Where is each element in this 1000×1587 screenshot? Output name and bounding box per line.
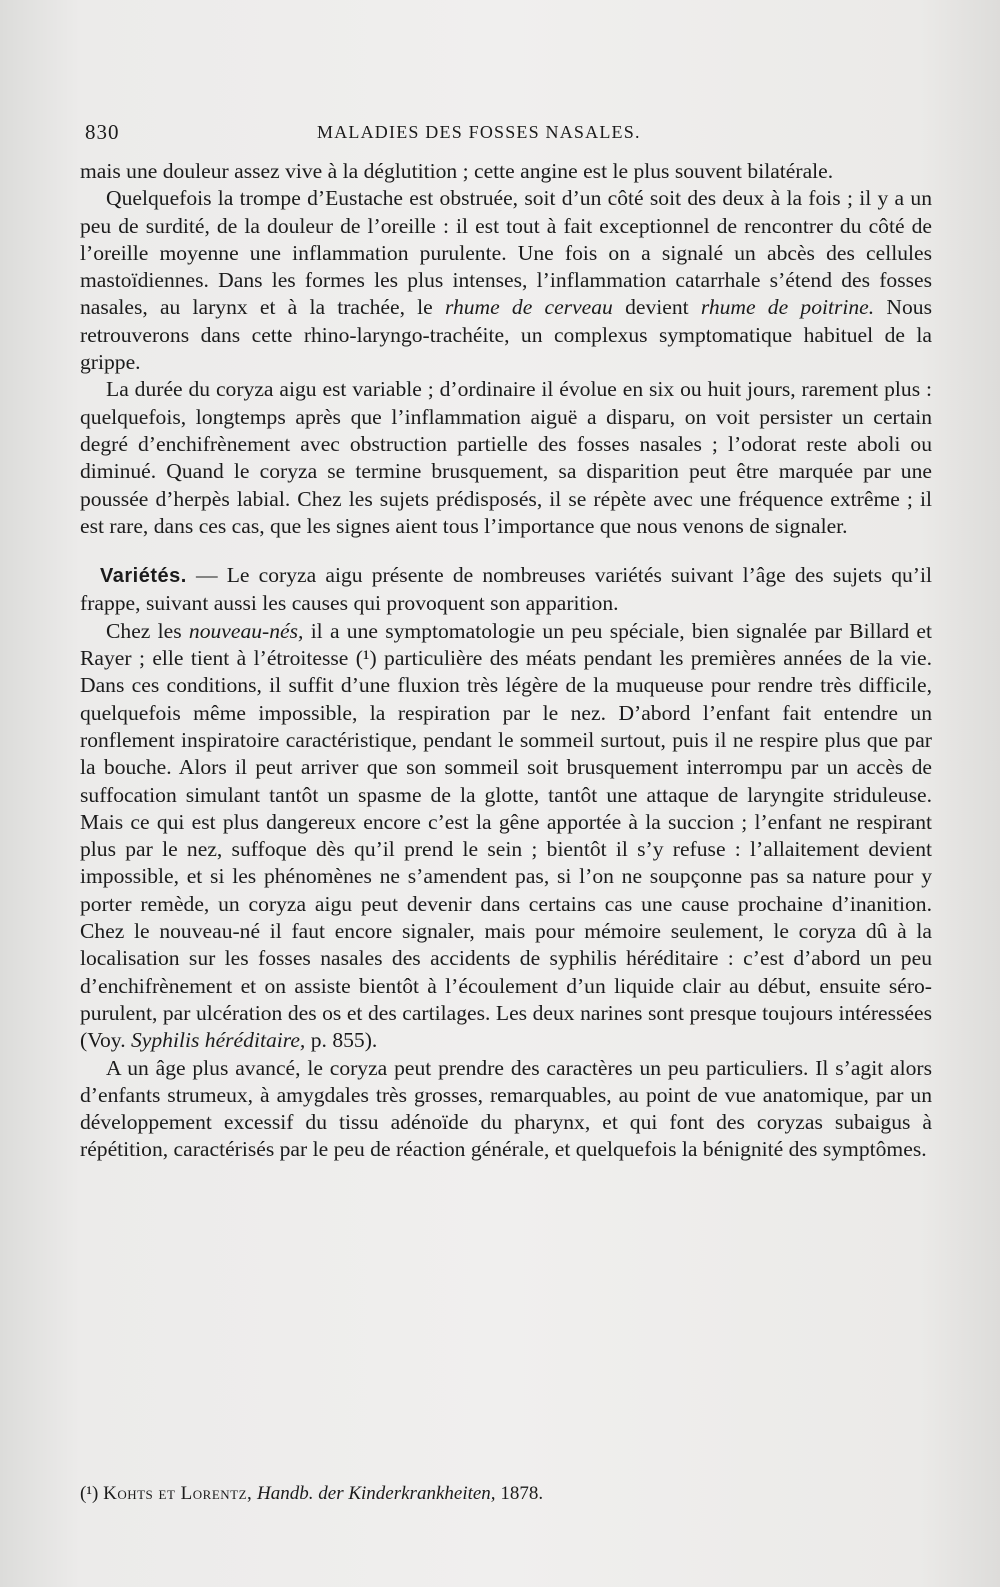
paragraph-varietes: Variétés. — Le coryza aigu présente de nombreuses variétés suivant l’âge des sujets qu’il frappe, suivant aussi les causes qui provoquent son apparition. — [80, 563, 932, 616]
paragraph-5: Chez les nouveau-nés, il a une symptomatologie un peu spéciale, bien signalée par Billard et Rayer ; elle tient à l’étroitesse (¹) particulière des méats pendant les premières années de la vie. Dans ces conditions, il suffit d’une fluxion très légère de la muqueuse pour rendre très difficile, quelquefois même impossible, la respiration par le nez. D’abord l’enfant fait entendre un ronflement inspiratoire caractéristique, pendant le sommeil surtout, puis il ne respire plus que par la bouche. Alors il peut arriver que son sommeil soit brusquement interrompu par un accès de suffocation simulant tantôt un spasme de la glotte, tantôt une attaque de laryngite striduleuse. Mais ce qui est plus dangereux encore c’est la gêne apportée à la succion ; l’enfant ne respirant plus par le nez, suffoque dès qu’il prend le sein ; bientôt il s’y refuse : l’allaitement devient impossible, et si les phénomènes ne s’amendent pas, si l’on ne soupçonne pas sa nature pour y porter remède, un coryza aigu peut devenir dans certains cas une cause prochaine d’inanition. Chez le nouveau-né il faut encore signaler, mais pour mémoire seulement, le coryza dû à la localisation sur les fosses nasales des accidents de syphilis héréditaire : c’est d’abord un peu d’enchifrènement et on assiste bientôt à l’écoulement d’un liquide clair au début, ensuite séro-purulent, par ulcération des os et des cartilages. Les deux narines sont presque toujours intéressées (Voy. Syphilis héréditaire, p. 855). — [80, 618, 932, 1053]
body-text — [80, 158, 932, 1164]
footnote — [80, 1482, 932, 1506]
footnote-year: 1878. — [500, 1483, 544, 1504]
page-number: 830 — [85, 120, 120, 144]
italic-syphilis-hereditaire: Syphilis héréditaire, — [131, 1028, 306, 1053]
italic-rhume-de-cerveau: rhume de cerveau — [444, 295, 613, 320]
running-head: MALADIES DES FOSSES NASALES. — [317, 122, 641, 142]
footnote-reference: (¹) — [355, 646, 377, 671]
paragraph-2: Quelquefois la trompe d’Eustache est obstruée, soit d’un côté soit des deux à la fois ; il y a un peu de surdité, de la douleur de l’oreille : il est tout à fait exceptionnel de rencontrer du côté de l’oreille moyenne une inflammation purulente. Une fois on a signalé un abcès des cellules mastoïdiennes. Dans les formes les plus intenses, l’inflammation catarrhale s’étend des fosses nasales, au larynx et à la trachée, le rhume de cerveau devient rhume de poitrine. Nous retrouverons dans cette rhino-laryngo-trachéite, un complexus symptomatique habituel de la grippe. — [80, 186, 932, 375]
footnote-authors: Kohts et Lorentz, — [103, 1483, 253, 1504]
paragraph-6: A un âge plus avancé, le coryza peut prendre des caractères un peu particuliers. Il s’agit alors d’enfants strumeux, à amygdales très grosses, remarquables, au point de vue anatomique, par un développement excessif du tissu adénoïde du pharynx, et qui font des coryzas subaigus à répétition, caractérisés par le peu de réaction générale, et quelquefois la bénignité des symptômes. — [80, 1055, 932, 1162]
paragraph-3: La durée du coryza aigu est variable ; d’ordinaire il évolue en six ou huit jours, rarement plus : quelquefois, longtemps après que l’inflammation aiguë a disparu, on voit persister un certain degré d’enchifrènement avec obstruction partielle des fosses nasales ; l’odorat reste aboli ou diminué. Quand le coryza se termine brusquement, sa disparition peut être marquée par une poussée d’herpès labial. Chez les sujets prédisposés, il se répète avec une fréquence extrême ; il est rare, dans ces cas, que les signes aient tous l’importance que nous venons de signaler. — [80, 377, 932, 538]
footnote-title: Handb. der Kinderkrankheiten, — [257, 1483, 496, 1504]
section-title: Variétés. — [100, 565, 187, 588]
footnote-marker: (¹) — [80, 1483, 99, 1504]
paragraph-1: mais une douleur assez vive à la déglutition ; cette angine est le plus souvent bilatérale. — [80, 159, 834, 183]
page-header — [85, 120, 930, 150]
italic-nouveau-nes: nouveau-nés, — [188, 618, 304, 643]
italic-rhume-de-poitrine: rhume de poitrine. — [700, 295, 875, 320]
